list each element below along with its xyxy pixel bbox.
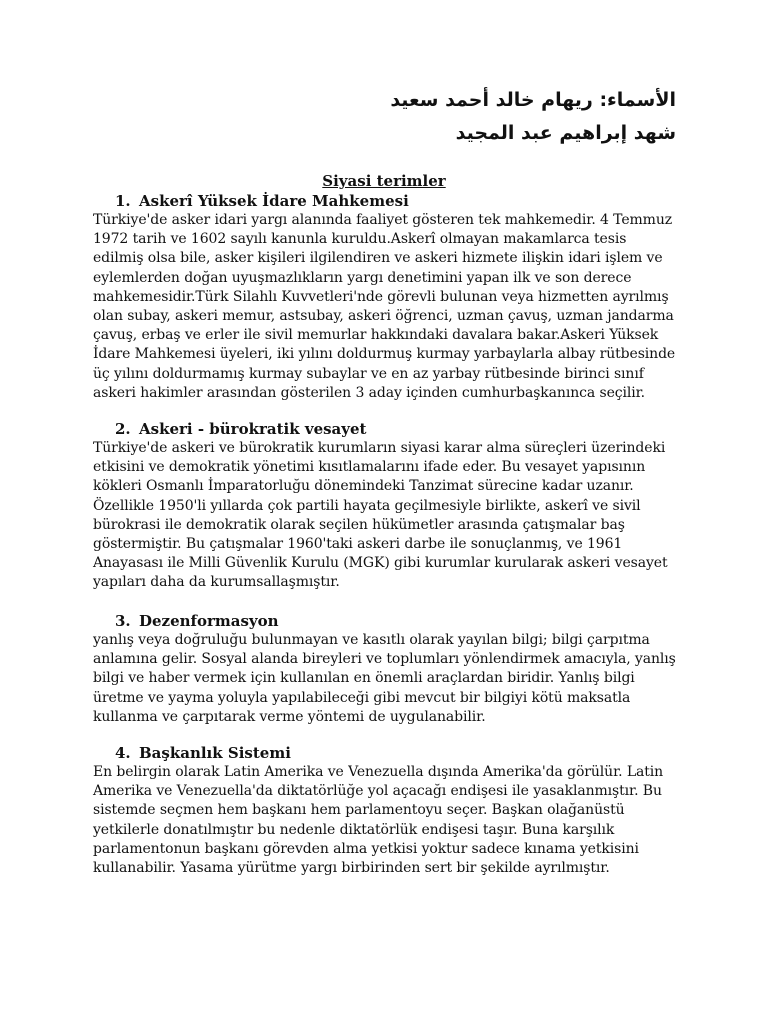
section-number: 4. — [115, 744, 131, 762]
section-number: 3. — [115, 612, 131, 630]
section-heading — [93, 744, 678, 763]
section-body: Türkiye'de asker idari yargı alanında faaliyet gösteren tek mahkemedir. 4 Temmuz 1972 tarih ve 1602 sayılı kanunla kuruldu.Askerî olmayan makamlarca tesis edilmiş olsa bile, asker kişileri ilgilendiren ve askeri hizmete ilişkin idari işlem ve eylemlerden doğan uyuşmazlıkların yargı denetimini yapan ilk ve son derece mahkemesidir.Türk Silahlı Kuvvetleri'nde görevli bulunan veya hizmetten ayrılmış olan subay, askeri memur, astsubay, askeri öğrenci, uzman çavuş, uzman jandarma çavuş, erbaş ve erler ile sivil memurlar hakkındaki davalara bakar.Askeri Yüksek İdare Mahkemesi üyeleri, iki yılını doldurmuş kurmay yarbaylarla albay rütbesinde üç yılını doldurmamış kurmay subaylar ve en az yarbay rütbesinde birinci sınıf askeri hakimler arasından gösterilen 3 aday içinden cumhurbaşkanınca seçilir. — [93, 212, 676, 401]
names-line-2: شهد إبراهيم عبد المجيد — [455, 122, 676, 144]
section-heading-text: Dezenformasyon — [139, 612, 279, 630]
document-title: Siyasi terimler — [322, 172, 446, 190]
section-heading — [93, 420, 678, 439]
section-3 — [93, 612, 678, 727]
section-heading-text: Askerî Yüksek İdare Mahkemesi — [139, 192, 409, 210]
section-heading — [93, 612, 678, 631]
section-body: yanlış veya doğruluğu bulunmayan ve kasıtlı olarak yayılan bilgi; bilgi çarpıtma anlamına gelir. Sosyal alanda bireyleri ve toplumları yönlendirmek amacıyla, yanlış bilgi ve haber vermek için kullanılan en önemli araçlardan biridir. Yanlış bilgi üretme ve yayma yoluyla yapılabileceği gibi mevcut bir bilgiyi kötü maksatla kullanma ve çarpıtarak verme yöntemi de uygulanabilir. — [93, 632, 676, 725]
section-number: 1. — [115, 192, 131, 210]
section-heading-text: Askeri - bürokratik vesayet — [139, 420, 367, 438]
student-names — [390, 84, 676, 150]
section-number: 2. — [115, 420, 131, 438]
section-body: Türkiye'de askeri ve bürokratik kurumların siyasi karar alma süreçleri üzerindeki etkisini ve demokratik yönetimi kısıtlamalarını ifade eder. Bu vesayet yapısının kökleri Osmanlı İmparatorluğu dönemindeki Tanzimat sürecine kadar uzanır. Özellikle 1950'li yıllarda çok partili hayata geçilmesiyle birlikte, askerî ve sivil bürokrasi ile demokratik olarak seçilen hükümetler arasında çatışmalar baş göstermiştir. Bu çatışmalar 1960'taki askeri darbe ile sonuçlanmış, ve 1961 Anayasası ile Milli Güvenlik Kurulu (MGK) gibi kurumlar kurularak askeri vesayet yapıları daha da kurumsallaşmıştır. — [93, 440, 668, 591]
section-2 — [93, 420, 678, 593]
section-4 — [93, 744, 678, 878]
section-body: En belirgin olarak Latin Amerika ve Venezuella dışında Amerika'da görülür. Latin Amerika ve Venezuella'da diktatörlüğe yol açacağı endişesi ile yasaklanmıştır. Bu sistemde seçmen hem başkanı hem parlamentoyu seçer. Başkan olağanüstü yetkilerle donatılmıştır bu nedenle diktatörlük endişesi taşır. Buna karşılık parlamentonun başkanı görevden alma yetkisi yoktur sadece kınama yetkisini kullanabilir. Yasama yürütme yargı birbirinden sert bir şekilde ayrılmıştır. — [93, 764, 664, 877]
names-line-1: الأسماء: ريهام خالد أحمد سعيد — [390, 89, 676, 111]
section-1 — [93, 192, 678, 403]
section-heading-text: Başkanlık Sistemi — [139, 744, 291, 762]
section-heading — [93, 192, 678, 211]
